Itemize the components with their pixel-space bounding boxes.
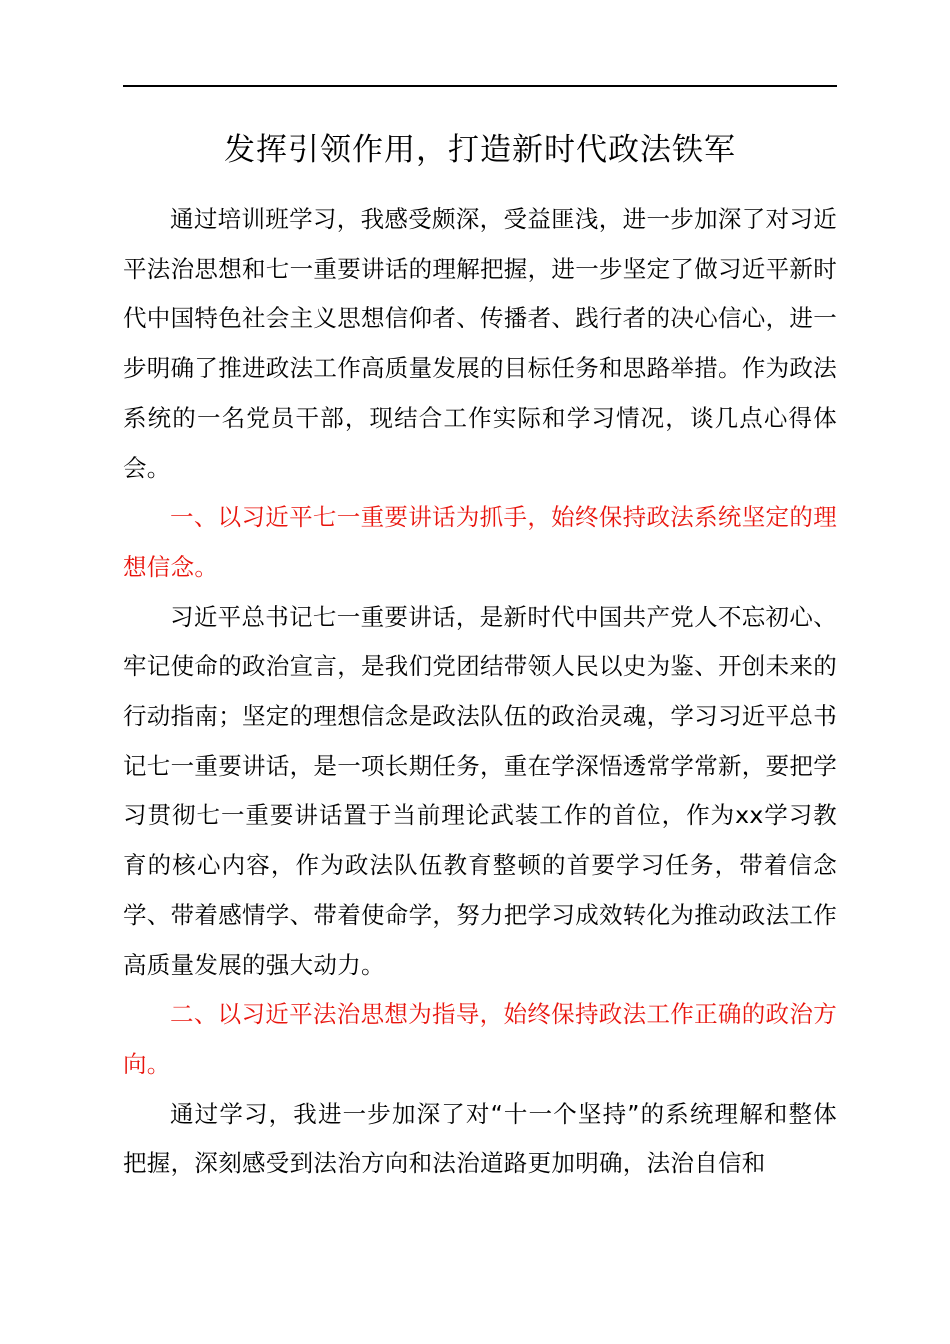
body-paragraph-section-2: 通过学习，我进一步加深了对“十一个坚持”的系统理解和整体把握，深刻感受到法治方向和法治道路更加明确，法治自信和 bbox=[123, 1099, 837, 1178]
document-page bbox=[123, 120, 837, 1189]
body-paragraph-section-1: 习近平总书记七一重要讲话，是新时代中国共产党人不忘初心、牢记使命的政治宣言，是我们党团结带领人民以史为鉴、开创未来的行动指南；坚定的理想信念是政法队伍的政治灵魂，学习习近平总书记七一重要讲话，是一项长期任务，重在学深悟透常学常新，要把学习贯彻七一重要讲话置于当前理论武装工作的首位，作为xx学习教育的核心内容，作为政法队伍教育整顿的首要学习任务，带着信念学、带着感情学、带着使命学，努力把学习成效转化为推动政法工作高质量发展的强大动力。 bbox=[123, 602, 837, 979]
document-title: 发挥引领作用，打造新时代政法铁军 bbox=[224, 132, 736, 168]
body-paragraph-intro: 通过培训班学习，我感受颇深，受益匪浅，进一步加深了对习近平法治思想和七一重要讲话的理解把握，进一步坚定了做习近平新时代中国特色社会主义思想信仰者、传播者、践行者的决心信心，进一步明确了推进政法工作高质量发展的目标任务和思路举措。作为政法系统的一名党员干部，现结合工作实际和学习情况，谈几点心得体会。 bbox=[123, 205, 837, 482]
document-body bbox=[123, 195, 837, 1189]
section-heading-1: 一、以习近平七一重要讲话为抓手，始终保持政法系统坚定的理想信念。 bbox=[123, 503, 837, 581]
header-rule bbox=[123, 85, 837, 87]
section-heading-2: 二、以习近平法治思想为指导，始终保持政法工作正确的政治方向。 bbox=[123, 1000, 837, 1078]
